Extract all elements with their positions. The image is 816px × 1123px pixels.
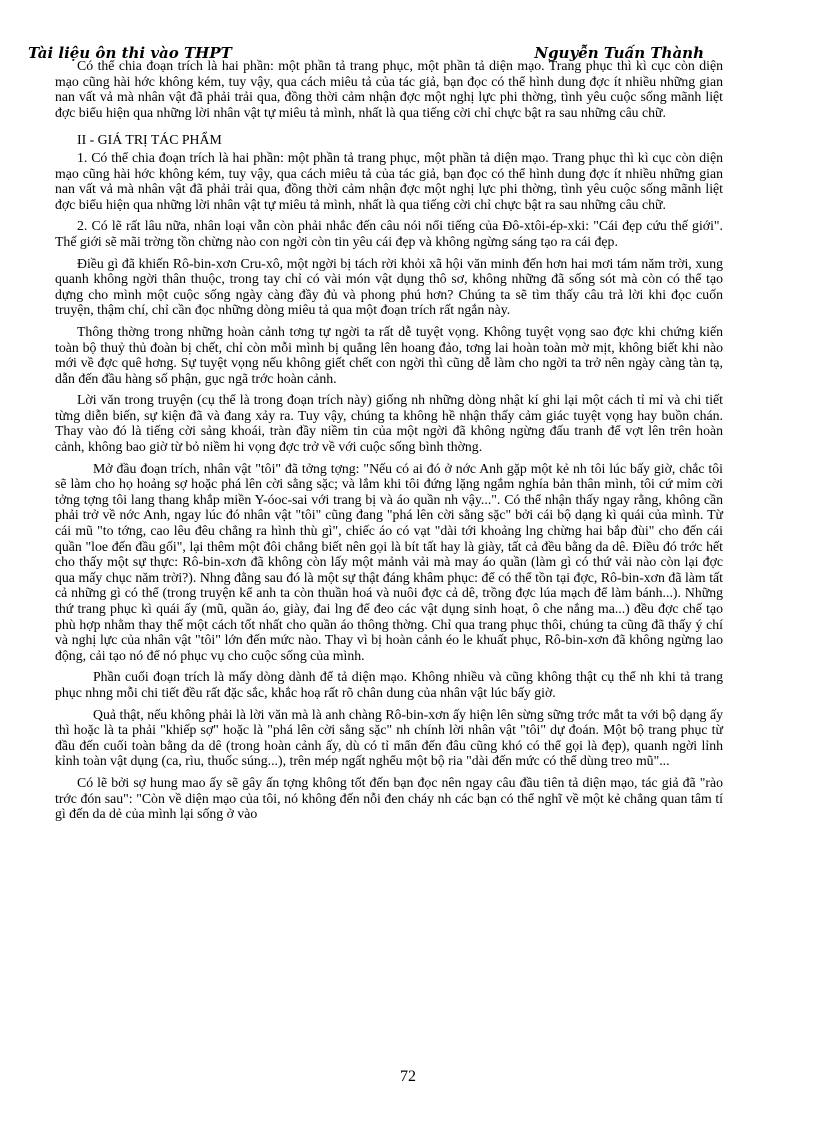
paragraph: 1. Có thể chia đoạn trích là hai phần: một phần tả trang phục, một phần tả diện mạo. Trang phục thì kì cục còn diện mạo cũng hài hớc không kém, tuy vậy, qua cách miêu tả của tác giả, bạn đọc có thể hình dung đợc ít nhiều những gian nan vất vả mà nhân vật đã phải trải qua, đồng thời cảm nhận đợc một nghị lực phi thờng, tình yêu cuộc sống mãnh liệt đợc biểu hiện qua những lời nhân vật tự miêu tả mình, nhất là qua tiếng cời chỉ chực bật ra sau những câu chữ. — [55, 149, 723, 212]
paragraph: 2. Có lẽ rất lâu nữa, nhân loại vẫn còn phải nhắc đến câu nói nổi tiếng của Đô-xtôi-ép-xki: "Cái đẹp cứu thế giới". Thế giới sẽ mãi trờng tồn chừng nào con ngời còn tin yêu cái đẹp và không ngừng sáng tạo ra cái đẹp. — [55, 218, 723, 249]
paragraph: Quả thật, nếu không phải là lời văn mà là anh chàng Rô-bin-xơn ấy hiện lên sừng sững trớc mắt ta với bộ dạng ấy thì hoặc là ta phải "khiếp sợ" hoặc là "phá lên cời sằng sặc" nh chính lời nhân vật "tôi" dự đoán. Một bộ trang phục từ đầu đến cuối toàn bằng da dê (trong hoàn cảnh ấy, dù có tỉ mẩn đến đâu cũng khó có thể gọi là đẹp), quanh ngời lỉnh kỉnh toàn vật dụng (ca, rìu, thuốc súng...), trên mép ngất nghểu một bộ ria "dài đến mức có thể dùng treo mũ"... — [55, 706, 723, 769]
paragraph: Mở đầu đoạn trích, nhân vật "tôi" đã tởng tợng: "Nếu có ai đó ở nớc Anh gặp một kẻ nh tôi lúc bấy giờ, chắc tôi sẽ làm cho họ hoảng sợ hoặc phá lên cời sằng sặc; và lắm khi tôi đứng lặng ngắm nghía bản thân mình, tôi cứ mỉm cời tởng tợng tôi lang thang khắp miền Y-óoc-sai với trang bị và áo quần nh vậy...". Có thể nhận thấy ngay rằng, không cần phải trở về nớc Anh, ngay lúc đó nhân vật "tôi" cũng đang "phá lên cời sằng sặc" bởi cái bộ dạng kì quái của mình. Từ cái mũ "to tớng, cao lêu đêu chẳng ra hình thù gì", chiếc áo có vạt "dài tới khoảng lng chừng hai bắp đùi" cho đến cái quần "loe đến đầu gối", lại thêm một đôi chẳng biết nên gọi là bít tất hay là giày, tất cả đều bằng da dê. Điều đó trớc hết cho thấy một sự thực: Rô-bin-xơn đã không còn lấy một mảnh vải mà may áo quần (làm gì có thứ vải nào còn lại đợc qua mấy chục năm trời?). Nhng đằng sau đó là một sự thật đáng khâm phục: để có thể tồn tại đợc, Rô-bin-xơn đã làm tất cả những gì có thể (trong truyện kể anh ta còn thuần hoá và nuôi đợc cả dê, trồng đợc lúa mạch để làm bánh...). Những thứ trang phục kì quái ấy (mũ, quần áo, giày, đai lng để đeo các vật dụng sinh hoạt, ô che nắng ma...) đều đợc chế tạo phù hợp nhằm thay thế một cách tốt nhất cho quần áo thông thờng. Chỉ qua trang phục thôi, chúng ta cũng đã thấy ý chí và nghị lực của nhân vật "tôi" lớn đến mức nào. Thay vì bị hoàn cảnh éo le khuất phục, Rô-bin-xơn đã không ngừng lao động, cải tạo nó để nó phục vụ cho cuộc sống của mình. — [55, 460, 723, 663]
page-number: 72 — [400, 1068, 416, 1085]
header-left: Tài liệu ôn thi vào THPT — [28, 44, 232, 62]
paragraph: Thông thờng trong những hoàn cảnh tơng tự ngời ta rất dễ tuyệt vọng. Không tuyệt vọng sao đợc khi chứng kiến toàn bộ thuỷ thủ đoàn bị chết, chỉ còn mỗi mình bị quẳng lên hoang đảo, tơng lai hoàn toàn mờ mịt, không biết khi nào mới về đợc quê hơng. Sự tuyệt vọng nếu không giết chết con ngời thì cũng dễ làm cho ngời ta trở nên ngày càng tàn tạ, dẫn đến đầu hàng số phận, gục ngã trớc hoàn cảnh. — [55, 323, 723, 386]
section-heading: II - GIÁ TRỊ TÁC PHẨM — [77, 132, 222, 148]
paragraph: Có lẽ bởi sợ hung mao ấy sẽ gây ấn tợng không tốt đến bạn đọc nên ngay câu đầu tiên tả diện mạo, tác giả đã "rào trớc đón sau": "Còn về diện mạo của tôi, nó không đến nỗi đen cháy nh các bạn có thể nghĩ về một kẻ chẳng quan tâm tí gì đến da dẻ của mình lại sống ở vào — [55, 774, 723, 822]
paragraph: Điều gì đã khiến Rô-bin-xơn Cru-xô, một ngời bị tách rời khỏi xã hội văn minh đến hơn hai mơi tám năm trời, xung quanh không ngời thân thuộc, trong tay chỉ có vài món vật dụng thô sơ, không những đã sống sót mà còn có thể tạo dựng cho mình một cuộc sống ngày càng đầy đủ và phong phú hơn? Chúng ta sẽ tìm thấy câu trả lời khi đọc cuốn truyện, thậm chí, chỉ cần đọc những dòng miêu tả qua một đoạn trích rất ngắn này. — [55, 255, 723, 318]
paragraph: Lời văn trong truyện (cụ thể là trong đoạn trích này) giống nh những dòng nhật kí ghi lại một cách tỉ mỉ và chi tiết từng diễn biến, sự kiện đã và đang xảy ra. Tuy vậy, chúng ta không hề nhận thấy cảm giác tuyệt vọng hay buồn chán. Thay vào đó là tiếng cời sảng khoái, tràn đầy niềm tin của một ngời đã không ngừng đấu tranh để vợt lên trên hoàn cảnh, không bao giờ từ bỏ niềm hi vọng đợc trở về với cuộc sống bình thờng. — [55, 392, 723, 455]
document-body — [55, 58, 723, 828]
paragraph: Phần cuối đoạn trích là mấy dòng dành để tả diện mạo. Không nhiều và cũng không thật cụ thể nh khi tả trang phục nhng mỗi chi tiết đều rất đặc sắc, khắc hoạ rất rõ chân dung của nhân vật lúc bấy giờ. — [55, 669, 723, 700]
paragraph: Có thể chia đoạn trích là hai phần: một phần tả trang phục, một phần tả diện mạo. Trang phục thì kì cục còn diện mạo cũng hài hớc không kém, tuy vậy, qua cách miêu tả của tác giả, bạn đọc có thể hình dung đợc ít nhiều những gian nan vất vả mà nhân vật đã phải trải qua, đồng thời cảm nhận đợc một nghị lực phi thờng, tình yêu cuộc sống mãnh liệt đợc biểu hiện qua những lời nhân vật tự miêu tả mình, nhất là qua tiếng cời chỉ chực bật ra sau những câu chữ. — [55, 58, 723, 120]
header-right: Nguyễn Tuấn Thành — [534, 44, 704, 62]
